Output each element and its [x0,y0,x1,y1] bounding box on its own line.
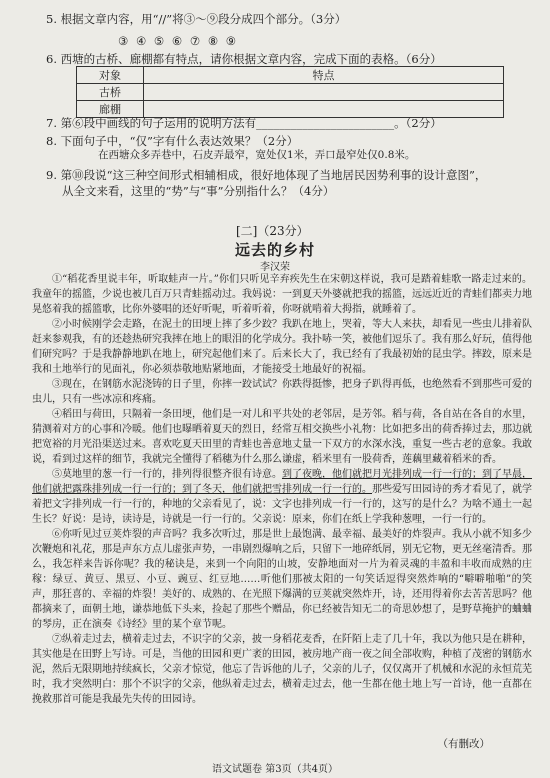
article-title: 远去的乡村 [234,241,315,259]
paragraph-5-start: ⑤莫地里的葱一行一行的，排列得很整齐很有诗意。 [52,469,282,480]
revision-note: （有删改） [437,738,490,750]
paragraph-5 [32,467,532,527]
paragraph-7: ⑦纵着走过去，横着走过去，不识字的父亲，披一身稻花麦香，在阡陌上走了几十年，我以为他只是在耕种，其实他是在田野上写诗。可是，当他的田园和更广袤的田园，被房地产商一夜之间全部收购，种植了茂密的钢筋水泥，然后无限期地持续疯长，父亲才惊觉，他忘了告诉他的儿子，父亲的儿子，仅仅离开了机械和水泥的永恒荒芜时，我才突然明白：那个不识字的父亲，他纵着走过去，横着走过去，他一生都在他土地上写一首诗，他一直都在挽救那首可能是我最先失传的田园诗。 [32,634,532,705]
question-9-line2: 从全文来看，这里的“势”与“事”分别指什么？（4分） [62,184,335,198]
underlined-sentence: 到了夜晚，他们就把月光排列成一行一行的；到了早晨，他们就把露珠排列成一行一行的；到了冬天，他们就把雪排列成一行一行的。 [32,469,532,495]
page-footer: 语文试题卷 第3页（共4页） [212,764,338,775]
question-6: 6. 西塘的古桥、廊棚都有特点，请你根据文章内容，完成下面的表格。（6分） [46,52,442,66]
paragraph-6: ⑥你听见过豆荚炸裂的声音吗？我多次听过，那是世上最饱满、最幸福、最美好的炸裂声。我从小就不知多少次鞭炮和礼花，那是声东方点儿虚张声势，一串剧烈爆响之后，只留下一地碎纸屑，别无它物，更无丝毫清香。那么，我怎样来告诉你呢？我的秘诀是，来到一个向阳的山坡，安静地面对一片为着灵魂的丰盈和丰收而成熟的庄稼：绿豆、黄豆、黑豆、小豆、豌豆、红豆地……听他们那被太阳的一句笑话逗得突然炸响的“噼噼啪啪”的笑声，那狂喜的、幸福的炸裂！美好的、成熟的、在光照下爆满的豆荚就突然炸开，诗，还用得着你去苦苦思吗？他都摘来了，面朝土地，谦恭地低下头来，捡起了那些个赠品，你已经被告知无二的奇思妙想了，是野草掩护的蛐蛐的琴房，正在演奏《诗经》里的某个章节呢。 [32,529,532,630]
paragraph-1: ①“稻花香里说丰年，听取蛙声一片。”你们只听见辛弃疾先生在宋朝这样说，我可是踏着蛙歌一路走过来的。我童年的摇篮，少说也被几百万只青蛙摇动过。我妈说：一到夏天外婆就把我的摇篮，远远近近的青蛙们都卖力地晃悠着我的摇篮歌，比你外婆唱的还好听呢，听着听着，你呀就啃着大拇指，就睡着了。 [32,274,532,315]
row-label: 古桥 [77,84,144,101]
question-8-example: 在西塘众多弄巷中，石皮弄最窄，宽处仅1米，弄口最窄处仅0.8米。 [98,149,416,161]
answer-cell[interactable] [144,101,504,118]
question-7: 7. 第⑥段中画线的句子运用的说明方法有________________________。（2分） [46,116,442,130]
question-9-line1: 9. 第⑩段说“这三种空间形式相辅相成，很好地体现了当地居民因势利事的设计意图”， [46,168,487,182]
article-author: 李汉荣 [260,262,290,273]
paragraph-numbers: ③ ④ ⑤ ⑥ ⑦ ⑧ ⑨ [118,34,239,48]
question-8: 8. 下面句子中，“仅”字有什么表达效果？（2分） [46,134,299,148]
question-5: 5. 根据文章内容，用“//”将③～⑨段分成四个部分。（3分） [46,12,347,26]
section-heading: [二]（23分） [236,224,309,238]
table-header-row [77,67,504,84]
header-object: 对象 [77,67,144,84]
paragraph-4: ④稻田与荷田，只隔着一条田埂，他们是一对儿和平共处的老邻居，是芳邻。稻与荷，各自站在各自的水里，猜测着对方的心事和冷暖。他们也曝晒着夏天的烈日，经常互相交换些小礼物：比如把多出的荷香捧过去，那边就把宽裕的月光沿渠送过来。喜欢吃夏天田里的青蛙也善意地丈量一下双方的水深水浅，重复一些古老的意象。我敢说，看到过这样的细节，我就完全懂得了稻穗为什么那么谦虚，稻米里有一股荷香，莲藕里藏着稻米的香。 [32,409,532,465]
table-row [77,84,504,101]
paragraph-2: ②小时候刚学会走路，在泥土的田埂上摔了多少跤？我趴在地上，哭着，等大人来扶，却看见一些虫儿排着队赶来参观我，有的还趁热研究我摔在地上的眼泪的化学成分。我扑哧一笑，被他们逗乐了。我有那么好玩，值得他们研究吗？于是我静静地趴在地上，研究起他们来了。后来长大了，我已经有了我最初始的昆虫学。摔跤，原来是我和土地举行的见面礼，你必须恭敬地贴紧地面，才能接受土地最好的祝福。 [32,319,532,375]
row-label: 廊棚 [77,101,144,118]
article-body [32,272,532,707]
feature-table [76,66,504,118]
paragraph-5-end: 那些爱写田园诗的秀才看见了，就学着把文字排列成一行一行的，种地的父亲看见了，说：文字也排列成一行一行的，这写的是什么？为啥不通土一起生长？好说：是诗，读诗是，诗就是一行一行的。父亲说：原来，你们在纸上学我种葱哩，一行一行的。 [32,484,532,525]
table-row [77,101,504,118]
paragraph-3: ③现在，在钢筋水泥浇铸的日子里，你摔一跤试试？你跌得挺惨，把身子趴得再低，也绝然看不到那些可爱的虫儿，只有一些冰凉和疼痛。 [32,379,532,405]
answer-cell[interactable] [144,84,504,101]
header-feature: 特点 [144,67,504,84]
